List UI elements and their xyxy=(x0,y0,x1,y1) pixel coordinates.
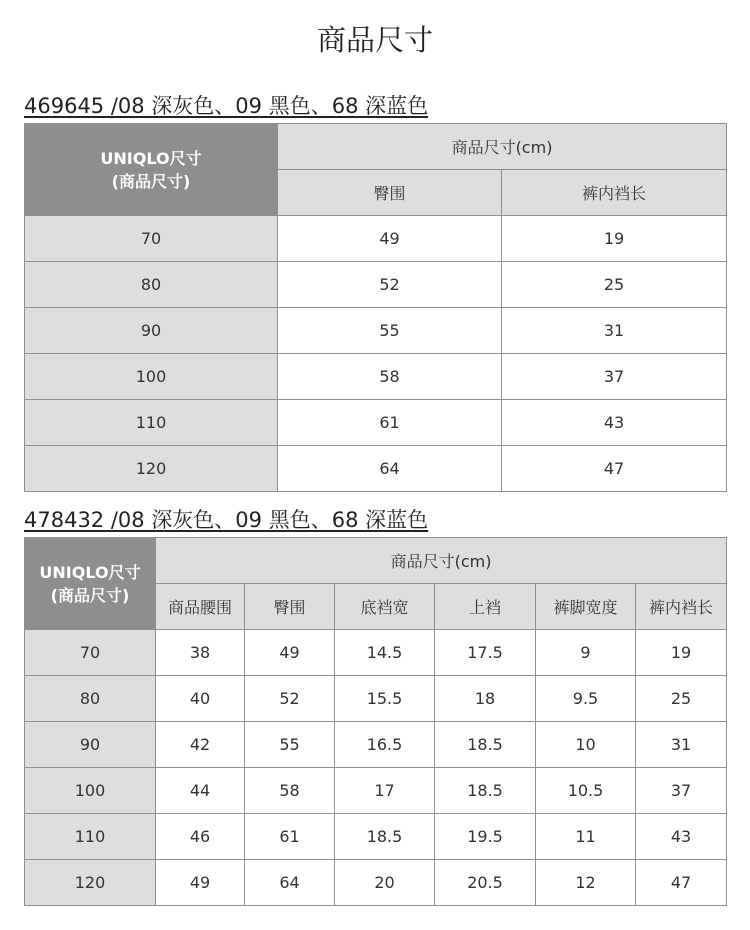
size-column-header xyxy=(25,538,156,630)
size-label: 70 xyxy=(25,630,156,676)
table-cell: 15.5 xyxy=(335,676,435,722)
table-cell: 43 xyxy=(636,814,727,860)
size-label: 70 xyxy=(25,216,278,262)
table-cell: 19 xyxy=(636,630,727,676)
size-label: 90 xyxy=(25,308,278,354)
column-header: 臀围 xyxy=(245,584,335,630)
table-cell: 49 xyxy=(156,860,245,906)
table-cell: 61 xyxy=(278,400,502,446)
corner-label-line2: (商品尺寸) xyxy=(111,171,191,191)
size-label: 100 xyxy=(25,354,278,400)
table-cell: 42 xyxy=(156,722,245,768)
section-heading-1: 469645 /08 深灰色、09 黑色、68 深蓝色 xyxy=(24,94,429,118)
size-column-header xyxy=(25,124,278,216)
table-cell: 58 xyxy=(278,354,502,400)
table-cell: 18 xyxy=(435,676,536,722)
table-cell: 64 xyxy=(245,860,335,906)
size-label: 110 xyxy=(25,814,156,860)
table-row xyxy=(25,630,727,676)
size-label: 120 xyxy=(25,446,278,492)
size-label: 100 xyxy=(25,768,156,814)
table-cell: 64 xyxy=(278,446,502,492)
table-cell: 38 xyxy=(156,630,245,676)
column-header: 裤内裆长 xyxy=(502,170,727,216)
table-row xyxy=(25,354,727,400)
section-heading-2: 478432 /08 深灰色、09 黑色、68 深蓝色 xyxy=(24,508,429,532)
table-cell: 20 xyxy=(335,860,435,906)
table-cell: 12 xyxy=(536,860,636,906)
table-cell: 25 xyxy=(502,262,727,308)
table-cell: 37 xyxy=(502,354,727,400)
table-cell: 61 xyxy=(245,814,335,860)
table-row xyxy=(25,768,727,814)
table-cell: 43 xyxy=(502,400,727,446)
table-cell: 52 xyxy=(278,262,502,308)
column-header: 臀围 xyxy=(278,170,502,216)
table-row xyxy=(25,446,727,492)
size-table-2 xyxy=(24,537,727,906)
table-cell: 49 xyxy=(278,216,502,262)
table-cell: 40 xyxy=(156,676,245,722)
table-cell: 20.5 xyxy=(435,860,536,906)
table-cell: 55 xyxy=(245,722,335,768)
table-cell: 47 xyxy=(502,446,727,492)
table-cell: 17 xyxy=(335,768,435,814)
table-cell: 46 xyxy=(156,814,245,860)
table-row xyxy=(25,722,727,768)
group-header: 商品尺寸(cm) xyxy=(278,124,727,170)
table-cell: 25 xyxy=(636,676,727,722)
table-cell: 16.5 xyxy=(335,722,435,768)
table-cell: 17.5 xyxy=(435,630,536,676)
table-row xyxy=(25,814,727,860)
table-cell: 18.5 xyxy=(335,814,435,860)
table-cell: 19.5 xyxy=(435,814,536,860)
table-cell: 31 xyxy=(636,722,727,768)
table-cell: 55 xyxy=(278,308,502,354)
table-row xyxy=(25,860,727,906)
size-label: 120 xyxy=(25,860,156,906)
group-header: 商品尺寸(cm) xyxy=(156,538,727,584)
table-cell: 19 xyxy=(502,216,727,262)
size-label: 80 xyxy=(25,262,278,308)
table-cell: 37 xyxy=(636,768,727,814)
table-cell: 14.5 xyxy=(335,630,435,676)
table-cell: 11 xyxy=(536,814,636,860)
column-header: 商品腰围 xyxy=(156,584,245,630)
table-cell: 47 xyxy=(636,860,727,906)
size-label: 90 xyxy=(25,722,156,768)
table-row xyxy=(25,400,727,446)
table-row xyxy=(25,216,727,262)
table-row xyxy=(25,676,727,722)
table-row xyxy=(25,262,727,308)
table-cell: 49 xyxy=(245,630,335,676)
table-cell: 31 xyxy=(502,308,727,354)
column-header: 裤脚宽度 xyxy=(536,584,636,630)
table-cell: 18.5 xyxy=(435,722,536,768)
size-table-1 xyxy=(24,123,727,492)
table-cell: 10 xyxy=(536,722,636,768)
table-cell: 52 xyxy=(245,676,335,722)
size-label: 110 xyxy=(25,400,278,446)
column-header: 上裆 xyxy=(435,584,536,630)
table-cell: 44 xyxy=(156,768,245,814)
corner-label-line2: (商品尺寸) xyxy=(50,585,130,605)
page-title: 商品尺寸 xyxy=(316,23,433,57)
table-row xyxy=(25,308,727,354)
column-header: 底裆宽 xyxy=(335,584,435,630)
column-header: 裤内裆长 xyxy=(636,584,727,630)
size-label: 80 xyxy=(25,676,156,722)
table-cell: 9.5 xyxy=(536,676,636,722)
corner-label-line1: UNIQLO尺寸 xyxy=(100,148,202,168)
table-cell: 10.5 xyxy=(536,768,636,814)
table-cell: 9 xyxy=(536,630,636,676)
corner-label-line1: UNIQLO尺寸 xyxy=(39,562,141,582)
table-cell: 18.5 xyxy=(435,768,536,814)
table-cell: 58 xyxy=(245,768,335,814)
